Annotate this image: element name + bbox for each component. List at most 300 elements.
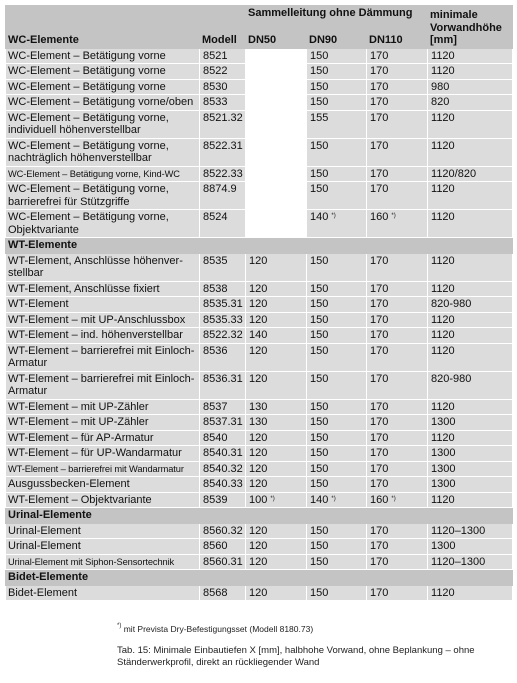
dn50-cell: [246, 554, 307, 570]
header-dn90: DN90: [307, 27, 367, 48]
element-name-cell: [6, 79, 200, 95]
dn90-cell: [307, 461, 367, 477]
min-height-cell-text: 1120: [431, 400, 455, 413]
dn50-cell: [246, 95, 307, 111]
dn110-cell-text: 170: [370, 586, 389, 599]
dn50-cell: [246, 343, 307, 371]
model-cell: [200, 539, 246, 555]
dn90-cell: [307, 48, 367, 64]
min-height-cell: [428, 343, 513, 371]
wt-section: [6, 238, 513, 508]
element-name-cell-text: WT-Element – barrierefrei mit Einloch-Armatur: [8, 372, 195, 397]
model-cell: [200, 554, 246, 570]
element-name-cell: [6, 210, 200, 238]
dn90-cell-text: 150: [310, 254, 329, 267]
dn110-cell-text: 170: [370, 478, 389, 490]
dn90-cell-text: 155: [310, 111, 329, 124]
dn90-cell: [307, 253, 367, 281]
header-dn50: DN50: [246, 27, 307, 48]
table-row: [6, 328, 513, 344]
dn110-cell: [367, 430, 428, 446]
footnote: [117, 624, 313, 634]
model-cell: [200, 166, 246, 182]
dn90-cell: [307, 312, 367, 328]
min-height-cell-text: 820-980: [431, 298, 472, 310]
dn90-cell-text: 150: [310, 183, 329, 195]
min-height-cell: [428, 399, 513, 415]
header-min-height-line-3: [mm]: [430, 34, 457, 46]
dn110-cell-text: 170: [370, 282, 389, 295]
element-name-cell: [6, 415, 200, 431]
element-name-cell-text: WC-Element – Betätigung vorne: [8, 49, 166, 62]
dn110-cell: [367, 138, 428, 166]
table-row: [6, 492, 513, 508]
dn90-cell-text: 150: [310, 431, 329, 444]
dn110-cell: [367, 182, 428, 210]
installation-depth-table: [5, 5, 513, 601]
dn110-cell-text: 160: [370, 493, 389, 506]
min-height-cell: [428, 477, 513, 493]
min-height-cell: [428, 166, 513, 182]
model-cell-text: 8535.31: [203, 298, 243, 310]
dn110-cell: [367, 297, 428, 313]
dn50-cell: [246, 64, 307, 80]
min-height-cell: [428, 415, 513, 431]
dn90-cell: [307, 182, 367, 210]
header-min-height-line-1: minimale: [430, 9, 478, 21]
table-row: [6, 312, 513, 328]
model-cell: [200, 253, 246, 281]
dn50-cell-text: 120: [249, 254, 268, 267]
element-name-cell-text: WT-Element – für UP-Wandarmatur: [8, 447, 182, 459]
dn50-cell: [246, 312, 307, 328]
element-name-cell-text: WT-Element – ind. höhenverstellbar: [8, 329, 183, 341]
min-height-cell-text: 1120: [431, 431, 455, 444]
model-cell: [200, 64, 246, 80]
dn110-cell: [367, 554, 428, 570]
table-row: [6, 79, 513, 95]
table-row: [6, 95, 513, 111]
dn90-cell-text: 150: [310, 139, 329, 152]
min-height-cell-text: 1120–1300: [431, 524, 486, 537]
dn50-cell: [246, 110, 307, 138]
dn110-cell-text: 160: [370, 211, 389, 223]
dn50-cell: [246, 328, 307, 344]
dn50-cell-text: 120: [249, 313, 268, 326]
dn90-cell: [307, 446, 367, 462]
dn90-cell-text: 150: [310, 80, 329, 93]
dn110-cell: [367, 343, 428, 371]
dn90-cell: [307, 79, 367, 95]
footnote-marker: *): [391, 495, 396, 502]
model-cell: [200, 281, 246, 297]
header-min-height: [428, 6, 513, 49]
dn90-cell-text: 140: [310, 493, 329, 506]
dn50-cell: [246, 281, 307, 297]
dn110-cell-text: 170: [370, 313, 389, 326]
element-name-cell: [6, 477, 200, 493]
dn50-cell: [246, 79, 307, 95]
model-cell-text: 8522: [203, 65, 228, 77]
dn50-cell-text: 100: [249, 493, 268, 506]
model-cell: [200, 523, 246, 539]
table-row: [6, 64, 513, 80]
dn110-cell-text: 170: [370, 372, 389, 385]
table-row: [6, 539, 513, 555]
dn50-cell: [246, 430, 307, 446]
model-cell-text: 8537: [203, 400, 228, 413]
element-name-cell-text: Bidet-Element: [8, 586, 78, 599]
model-cell: [200, 312, 246, 328]
min-height-cell-text: 1120/820: [431, 167, 477, 180]
dn90-cell: [307, 492, 367, 508]
dn110-cell: [367, 523, 428, 539]
header-min-height-line-2: Vorwandhöhe: [430, 21, 502, 34]
dn90-cell-text: 150: [310, 524, 329, 537]
header-row-1: [6, 6, 513, 28]
dn50-cell-text: 120: [249, 372, 268, 385]
dn110-cell-text: 170: [370, 96, 389, 108]
element-name-cell-text: WC-Element – Betätigung vorne: [8, 65, 166, 77]
element-name-cell-text: WT-Element – barrierefrei mit Wandarmatur: [8, 463, 184, 474]
element-name-cell-text: WT-Element – barrierefrei mit Einloch-Armatur: [8, 344, 195, 369]
dn50-cell: [246, 415, 307, 431]
dn90-cell-text: 150: [310, 298, 329, 310]
table-row: [6, 461, 513, 477]
element-name-cell: [6, 64, 200, 80]
dn50-cell-text: 120: [249, 298, 268, 310]
dn90-cell-text: 150: [310, 96, 329, 108]
dn50-cell: [246, 253, 307, 281]
dn50-cell-text: 120: [249, 555, 268, 568]
element-name-cell: [6, 539, 200, 555]
min-height-cell: [428, 554, 513, 570]
section-header-row: [6, 570, 513, 586]
dn90-cell-text: 150: [310, 313, 329, 326]
table-row: [6, 446, 513, 462]
table-row: [6, 210, 513, 238]
dn50-cell-text: 120: [249, 447, 268, 459]
min-height-cell: [428, 312, 513, 328]
dn90-cell-text: 150: [310, 65, 329, 77]
dn110-cell-text: 170: [370, 111, 389, 124]
dn90-cell: [307, 166, 367, 182]
element-name-cell: [6, 95, 200, 111]
model-cell-text: 8874.9: [203, 183, 237, 195]
min-height-cell-text: 1120: [431, 254, 455, 267]
dn90-cell-text: 150: [310, 478, 329, 490]
element-name-cell-text: WC-Element – Betätigung vorne, barrierefrei für Stützgriffe: [8, 183, 169, 208]
min-height-cell-text: 1300: [431, 478, 456, 490]
min-height-cell-text: 1120: [431, 111, 455, 124]
dn50-cell: [246, 539, 307, 555]
table-row: [6, 430, 513, 446]
min-height-cell-text: 1120: [431, 183, 455, 195]
min-height-cell: [428, 446, 513, 462]
table-row: [6, 554, 513, 570]
model-cell-text: 8537.31: [203, 416, 243, 428]
dn90-cell-text: 140: [310, 211, 329, 223]
dn90-cell: [307, 415, 367, 431]
dn90-cell: [307, 138, 367, 166]
model-cell-text: 8521: [203, 49, 228, 62]
dn110-cell: [367, 585, 428, 601]
wc-section: [6, 48, 513, 238]
section-header-row: [6, 508, 513, 524]
header-model: Modell: [200, 27, 246, 48]
dn90-cell: [307, 328, 367, 344]
dn110-cell-text: 170: [370, 49, 389, 62]
model-cell-text: 8522.31: [203, 139, 243, 152]
element-name-cell: [6, 343, 200, 371]
dn50-cell-text: 120: [249, 540, 268, 552]
model-cell: [200, 343, 246, 371]
model-cell-text: 8560.32: [203, 524, 243, 537]
model-cell: [200, 477, 246, 493]
element-name-cell: [6, 461, 200, 477]
min-height-cell: [428, 48, 513, 64]
element-name-cell-text: WC-Element – Betätigung vorne/oben: [8, 96, 194, 108]
dn90-cell: [307, 297, 367, 313]
element-name-cell-text: Urinal-Element: [8, 540, 81, 552]
section-title-bidet: Bidet-Elemente: [6, 570, 513, 586]
model-cell-text: 8522.33: [203, 167, 243, 180]
min-height-cell: [428, 95, 513, 111]
element-name-cell: [6, 492, 200, 508]
min-height-cell: [428, 110, 513, 138]
dn50-cell: [246, 585, 307, 601]
dn90-cell-text: 150: [310, 416, 329, 428]
min-height-cell-text: 1120: [431, 344, 455, 357]
dn90-cell: [307, 64, 367, 80]
min-height-cell-text: 1120: [431, 493, 455, 506]
dn110-cell-text: 170: [370, 431, 389, 444]
model-cell-text: 8540: [203, 431, 228, 444]
dn110-cell-text: 170: [370, 447, 389, 459]
dn50-cell: [246, 492, 307, 508]
table-row: [6, 477, 513, 493]
header-empty-cell: [6, 6, 200, 28]
model-cell-text: 8540.33: [203, 478, 243, 490]
min-height-cell-text: 1120: [431, 65, 455, 77]
element-name-cell-text: WT-Element, Anschlüsse fixiert: [8, 282, 160, 295]
table-row: [6, 281, 513, 297]
dn110-cell-text: 170: [370, 555, 389, 568]
min-height-cell-text: 1120: [431, 139, 455, 152]
table-row: [6, 182, 513, 210]
model-cell: [200, 182, 246, 210]
table-caption: Tab. 15: Minimale Einbautiefen X [mm], halbhohe Vorwand, ohne Beplankung – ohne Ständerwerkprofil, direkt an rückliegender Wand: [117, 645, 475, 668]
dn50-cell: [246, 182, 307, 210]
dn110-cell: [367, 253, 428, 281]
model-cell: [200, 297, 246, 313]
table-row: [6, 110, 513, 138]
element-name-cell-text: WT-Element, Anschlüsse höhenver-stellbar: [8, 254, 183, 279]
model-cell: [200, 415, 246, 431]
dn110-cell-text: 170: [370, 167, 389, 180]
model-cell: [200, 446, 246, 462]
table-row: [6, 585, 513, 601]
min-height-cell-text: 1120: [431, 282, 455, 295]
footnote-text: mit Prevista Dry-Befestigungsset (Modell 8180.73): [123, 624, 314, 634]
min-height-cell: [428, 138, 513, 166]
min-height-cell-text: 1300: [431, 540, 456, 552]
dn50-cell-text: 120: [249, 478, 268, 490]
element-name-cell: [6, 297, 200, 313]
min-height-cell: [428, 182, 513, 210]
min-height-cell: [428, 461, 513, 477]
dn50-cell: [246, 371, 307, 399]
footnote-mark: *): [117, 623, 122, 629]
element-name-cell-text: WC-Element – Betätigung vorne, individuell höhenverstellbar: [8, 111, 169, 136]
model-cell: [200, 79, 246, 95]
model-cell-text: 8535.33: [203, 313, 243, 326]
dn90-cell: [307, 477, 367, 493]
dn110-cell: [367, 492, 428, 508]
table-row: [6, 297, 513, 313]
section-title-urinal: Urinal-Elemente: [6, 508, 513, 524]
min-height-cell-text: 820: [431, 96, 450, 108]
dn90-cell-text: 150: [310, 372, 329, 385]
dn110-cell-text: 170: [370, 540, 389, 552]
dn90-cell: [307, 539, 367, 555]
model-cell-text: 8535: [203, 254, 228, 267]
element-name-cell: [6, 399, 200, 415]
model-cell: [200, 110, 246, 138]
footnote-marker: *): [331, 495, 336, 502]
element-name-cell: [6, 585, 200, 601]
min-height-cell-text: 1300: [431, 447, 456, 459]
element-name-cell: [6, 138, 200, 166]
dn50-cell-text: 120: [249, 462, 268, 475]
min-height-cell-text: 1120: [431, 586, 455, 599]
table-row: [6, 138, 513, 166]
min-height-cell: [428, 328, 513, 344]
dn90-cell: [307, 95, 367, 111]
installation-depth-table-container: [5, 5, 512, 601]
dn50-cell-text: 120: [249, 586, 268, 599]
dn110-cell-text: 170: [370, 344, 389, 357]
dn110-cell: [367, 95, 428, 111]
element-name-cell: [6, 312, 200, 328]
min-height-cell: [428, 492, 513, 508]
table-row: [6, 343, 513, 371]
dn110-cell: [367, 64, 428, 80]
dn110-cell-text: 170: [370, 400, 389, 413]
model-cell-text: 8540.32: [203, 462, 243, 475]
header-empty-cell: [200, 6, 246, 28]
dn50-cell: [246, 297, 307, 313]
element-name-cell-text: Urinal-Element mit Siphon-Sensortechnik: [8, 556, 175, 567]
dn110-cell-text: 170: [370, 139, 389, 152]
table-row: [6, 166, 513, 182]
dn50-cell: [246, 210, 307, 238]
urinal-section: [6, 508, 513, 570]
element-name-cell-text: WT-Element – mit UP-Zähler: [8, 416, 149, 428]
min-height-cell-text: 820-980: [431, 372, 472, 385]
model-cell-text: 8533: [203, 96, 228, 108]
bidet-section: [6, 570, 513, 601]
min-height-cell: [428, 523, 513, 539]
min-height-cell-text: 1120: [431, 329, 455, 341]
footnote-marker: *): [391, 213, 396, 219]
dn110-cell: [367, 415, 428, 431]
min-height-cell-text: 1120: [431, 49, 455, 62]
element-name-cell-text: WT-Element – mit UP-Anschlussbox: [8, 313, 186, 326]
element-name-cell-text: WC-Element – Betätigung vorne, nachträglich höhenverstellbar: [8, 139, 169, 164]
min-height-cell-text: 980: [431, 80, 450, 93]
dn50-cell: [246, 48, 307, 64]
model-cell: [200, 138, 246, 166]
dn110-cell-text: 170: [370, 254, 389, 267]
element-name-cell: [6, 328, 200, 344]
dn50-cell-text: 120: [249, 524, 268, 537]
dn110-cell-text: 170: [370, 65, 389, 77]
dn50-cell: [246, 446, 307, 462]
dn50-cell: [246, 461, 307, 477]
element-name-cell-text: Urinal-Element: [8, 524, 81, 537]
model-cell-text: 8560.31: [203, 555, 243, 568]
table-row: [6, 371, 513, 399]
min-height-cell-text: 1300: [431, 462, 456, 475]
element-name-cell-text: Ausgussbecken-Element: [8, 478, 130, 490]
table-row: [6, 415, 513, 431]
model-cell: [200, 492, 246, 508]
dn90-cell-text: 150: [310, 555, 329, 568]
table-row: [6, 48, 513, 64]
dn90-cell-text: 150: [310, 462, 329, 475]
dn110-cell: [367, 281, 428, 297]
model-cell-text: 8524: [203, 211, 228, 223]
element-name-cell: [6, 554, 200, 570]
dn90-cell: [307, 399, 367, 415]
min-height-cell: [428, 79, 513, 95]
element-name-cell-text: WT-Element – mit UP-Zähler: [8, 400, 149, 413]
dn110-cell: [367, 48, 428, 64]
dn90-cell: [307, 281, 367, 297]
model-cell-text: 8538: [203, 282, 228, 295]
model-cell-text: 8568: [203, 586, 228, 599]
min-height-cell: [428, 585, 513, 601]
dn90-cell: [307, 585, 367, 601]
dn90-cell-text: 150: [310, 329, 329, 341]
footnote-marker: *): [270, 495, 275, 502]
model-cell: [200, 399, 246, 415]
dn90-cell-text: 150: [310, 586, 329, 599]
dn50-cell: [246, 523, 307, 539]
dn90-cell: [307, 371, 367, 399]
model-cell-text: 8522.32: [203, 329, 243, 341]
dn90-cell-text: 150: [310, 282, 329, 295]
dn110-cell-text: 170: [370, 524, 389, 537]
dn110-cell: [367, 110, 428, 138]
element-name-cell: [6, 182, 200, 210]
element-name-cell-text: WT-Element – für AP-Armatur: [8, 431, 154, 444]
element-name-cell-text: WT-Element: [8, 298, 69, 310]
dn110-cell: [367, 446, 428, 462]
model-cell: [200, 48, 246, 64]
footnote-marker: *): [331, 213, 336, 219]
dn90-cell-text: 150: [310, 540, 329, 552]
dn50-cell-text: 130: [249, 416, 268, 428]
dn90-cell-text: 150: [310, 344, 329, 357]
table-row: [6, 523, 513, 539]
dn50-cell: [246, 138, 307, 166]
model-cell: [200, 328, 246, 344]
dn110-cell: [367, 461, 428, 477]
dn90-cell: [307, 110, 367, 138]
dn110-cell: [367, 328, 428, 344]
